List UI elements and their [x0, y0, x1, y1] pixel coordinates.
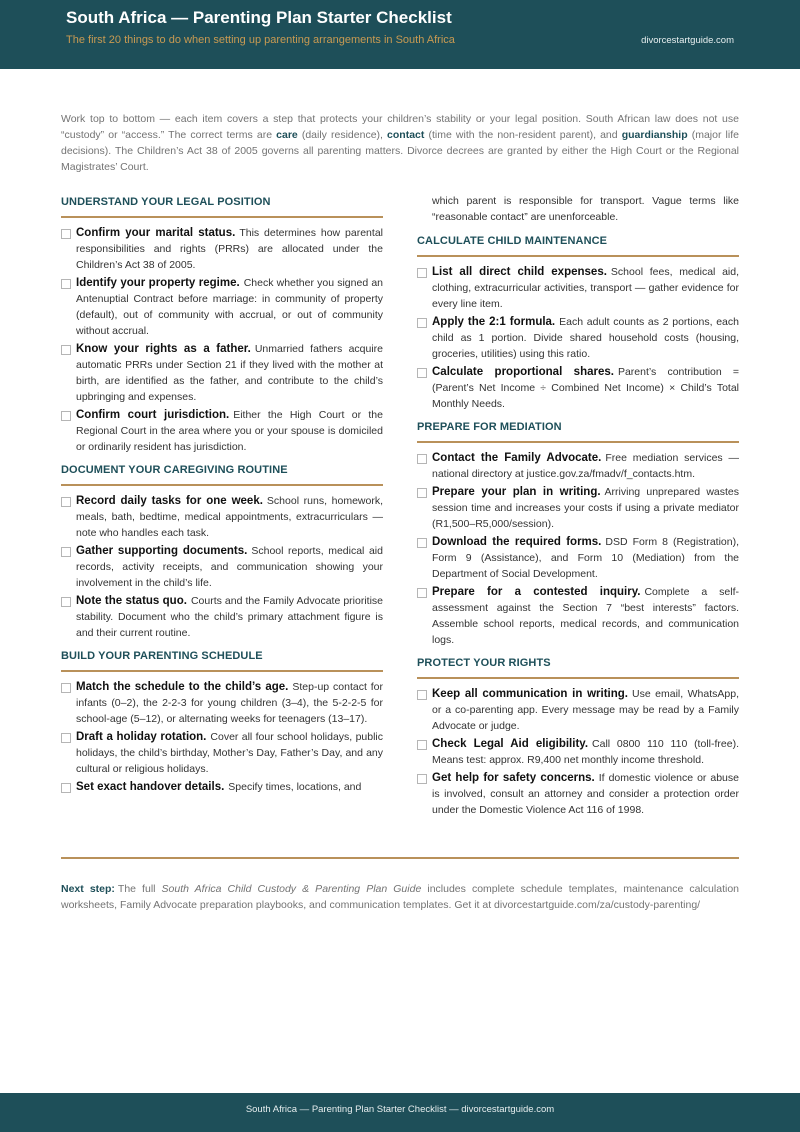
item-text: Use email, WhatsApp, or a co-parenting app. Every message may be read by a Family Advocate or judge.: [432, 688, 740, 732]
checklist-item: [61, 275, 383, 339]
checkbox[interactable]: [61, 547, 71, 557]
intro-paragraph: [61, 111, 739, 175]
checkbox[interactable]: [61, 497, 71, 507]
checkbox[interactable]: [61, 229, 71, 239]
intro-text: (major life decisions). The Children’s Act 38 of 2005 governs all parenting matters. Divorce decrees are granted by either the High Court or the Regional Magistrates’ Court.: [61, 129, 739, 173]
checkbox[interactable]: [417, 368, 427, 378]
item-name: Prepare your plan in writing.: [432, 486, 601, 498]
checklist-item: [417, 484, 739, 532]
item-text: Arriving unprepared wastes session time and increases your costs if using a private mediator (R1,500–R5,000/session).: [432, 486, 739, 530]
page-header: [0, 0, 800, 69]
checkbox[interactable]: [417, 268, 427, 278]
checklist-item: [61, 779, 383, 795]
page-title: South Africa — Parenting Plan Starter Checklist: [66, 8, 452, 27]
header-site-link[interactable]: divorcestartguide.com: [641, 35, 734, 46]
checkbox[interactable]: [61, 597, 71, 607]
checkbox[interactable]: [61, 345, 71, 355]
checklist-item: [417, 314, 739, 362]
checklist-item: [417, 686, 739, 734]
term-contact: contact: [387, 129, 425, 141]
section-title: BUILD YOUR PARENTING SCHEDULE: [61, 648, 383, 672]
section-parenting-schedule: [61, 648, 383, 795]
page-subtitle: The first 20 things to do when setting up parenting arrangements in South Africa: [66, 34, 455, 46]
checklist-right-column: [417, 194, 739, 825]
section-title: PREPARE FOR MEDIATION: [417, 419, 739, 443]
section-title: CALCULATE CHILD MAINTENANCE: [417, 233, 739, 257]
item-text: Courts and the Family Advocate prioritise stability. Document who the child’s primary attachment figure is and their current routine.: [76, 595, 384, 639]
next-step-paragraph: [61, 881, 739, 913]
item-name: Record daily tasks for one week.: [76, 495, 263, 507]
item-text: School fees, medical aid, clothing, extracurricular activities, transport — gather evidence for every line item.: [432, 266, 739, 310]
checklist-item: [417, 584, 739, 648]
item-name: Draft a holiday rotation.: [76, 731, 207, 743]
item-name: Note the status quo.: [76, 595, 187, 607]
section-legal-position: [61, 194, 383, 455]
checklist-item: [61, 679, 383, 727]
checkbox[interactable]: [417, 774, 427, 784]
item-name: Apply the 2:1 formula.: [432, 316, 556, 328]
item-text: School reports, medical aid records, activity receipts, and communication showing your involvement in the child’s life.: [76, 545, 383, 589]
item-text: School runs, homework, meals, bath, bedtime, medical appointments, extracurriculars — note who handles each task.: [76, 495, 383, 539]
checkbox[interactable]: [61, 783, 71, 793]
checklist-item: [417, 534, 739, 582]
item-text: DSD Form 8 (Registration), Form 9 (Assistance), and Form 10 (Mediation) from the Department of Social Development.: [432, 536, 739, 580]
item-name: Identify your property regime.: [76, 277, 240, 289]
intro-text: (daily residence),: [297, 129, 388, 141]
item-name: Gather supporting documents.: [76, 545, 248, 557]
item-text: Either the High Court or the Regional Court in the area where you or your spouse is domiciled or ordinarily resident has jurisdiction.: [76, 409, 383, 453]
section-title: PROTECT YOUR RIGHTS: [417, 655, 739, 679]
checkbox[interactable]: [417, 690, 427, 700]
item-name: Check Legal Aid eligibility.: [432, 738, 589, 750]
checklist-item: [61, 341, 383, 405]
guide-title: South Africa Child Custody & Parenting Plan Guide: [161, 883, 422, 895]
section-protect-rights: [417, 655, 739, 818]
checkbox[interactable]: [61, 733, 71, 743]
item-name: Get help for safety concerns.: [432, 772, 595, 784]
item-name: Contact the Family Advocate.: [432, 452, 602, 464]
checklist-left-column: [61, 194, 383, 802]
section-title: DOCUMENT YOUR CAREGIVING ROUTINE: [61, 462, 383, 486]
item-name: Confirm your marital status.: [76, 227, 236, 239]
item-name: Set exact handover details.: [76, 781, 225, 793]
next-step-label: Next step:: [61, 883, 115, 895]
checkbox[interactable]: [61, 411, 71, 421]
checklist-item: [417, 736, 739, 768]
checklist-item: [61, 407, 383, 455]
checkbox[interactable]: [61, 683, 71, 693]
item-name: Calculate proportional shares.: [432, 366, 614, 378]
item-name: Keep all communication in writing.: [432, 688, 629, 700]
item-text: Cover all four school holidays, public holidays, the child’s birthday, Mother’s Day, Father’s Day, and any cultural or religious holidays.: [76, 731, 383, 775]
checkbox[interactable]: [417, 538, 427, 548]
item-text: Free mediation services — national directory at justice.gov.za/fmadv/f_contacts.htm.: [432, 452, 739, 480]
checklist-item: [417, 450, 739, 482]
intro-text: (time with the non-resident parent), and: [424, 129, 622, 141]
checkbox[interactable]: [417, 740, 427, 750]
section-child-maintenance: [417, 233, 739, 412]
section-divider: [61, 857, 739, 859]
item-name: Know your rights as a father.: [76, 343, 251, 355]
checklist-item: [61, 729, 383, 777]
item-name: Confirm court jurisdiction.: [76, 409, 230, 421]
item-text: This determines how parental responsibilities and rights (PRRs) are allocated under the Children’s Act 38 of 2005.: [76, 227, 383, 271]
item-name: Prepare for a contested inquiry.: [432, 586, 641, 598]
checklist-item: [417, 770, 739, 818]
checklist-item: [61, 225, 383, 273]
checkbox[interactable]: [417, 488, 427, 498]
item-name: List all direct child expenses.: [432, 266, 607, 278]
term-care: care: [276, 129, 298, 141]
section-caregiving-routine: [61, 462, 383, 641]
section-title: UNDERSTAND YOUR LEGAL POSITION: [61, 194, 383, 218]
intro-text: Work top to bottom — each item covers a step that protects your children’s stability or your legal position. South African law does not use “custody” or “access.” The correct terms are: [61, 113, 739, 141]
item-text: Step-up contact for infants (0–2), the 2-2-3 for young children (3–4), the 5-2-2-5 for school-age (5–12), or alternating weeks for teenagers (13–17).: [76, 681, 383, 725]
checkbox[interactable]: [61, 279, 71, 289]
item-continuation: which parent is responsible for transport. Vague terms like “reasonable contact” are unenforceable.: [432, 195, 739, 223]
checkbox[interactable]: [417, 588, 427, 598]
next-step-text: The full: [117, 883, 162, 895]
page-footer: South Africa — Parenting Plan Starter Checklist — divorcestartguide.com: [0, 1093, 800, 1132]
item-text: Unmarried fathers acquire automatic PRRs under Section 21 if they lived with the mother at birth, are identified as the father, and contribute to the child’s upbringing and expenses.: [76, 343, 384, 403]
next-step-text: includes complete schedule templates, maintenance calculation worksheets, Family Advocate preparation playbooks, and communication templates. Get it at divorcestartguide.com/za/custody-parenting/: [61, 883, 739, 911]
checkbox[interactable]: [417, 318, 427, 328]
checkbox[interactable]: [417, 454, 427, 464]
item-text: Check whether you signed an Antenuptial Contract before marriage: in community of property (default), out of community with accrual, or out of community without accrual.: [76, 277, 383, 337]
checklist-item: [417, 264, 739, 312]
item-name: Download the required forms.: [432, 536, 602, 548]
checklist-item: [61, 493, 383, 541]
section-mediation: [417, 419, 739, 648]
item-text: Complete a self-assessment against the Section 7 “best interests” factors. Assemble school reports, medical records, and communication logs.: [432, 586, 739, 646]
checklist-item: [417, 364, 739, 412]
item-text: Parent’s contribution = (Parent’s Net Income ÷ Combined Net Income) × Child’s Total Monthly Needs.: [432, 366, 739, 410]
checklist-item: [61, 593, 383, 641]
item-text: Specify times, locations, and: [228, 781, 362, 793]
item-name: Match the schedule to the child’s age.: [76, 681, 289, 693]
checklist-item: [61, 543, 383, 591]
item-text: If domestic violence or abuse is involved, consult an attorney and consider a protection order under the Domestic Violence Act 116 of 1998.: [432, 772, 739, 816]
term-guardianship: guardianship: [621, 129, 688, 141]
item-text: Call 0800 110 110 (toll-free). Means test: approx. R9,400 net monthly income threshold.: [432, 738, 739, 766]
item-text: Each adult counts as 2 portions, each child as 1 portion. Divide shared household costs (housing, groceries, utilities) using this ratio.: [432, 316, 739, 360]
